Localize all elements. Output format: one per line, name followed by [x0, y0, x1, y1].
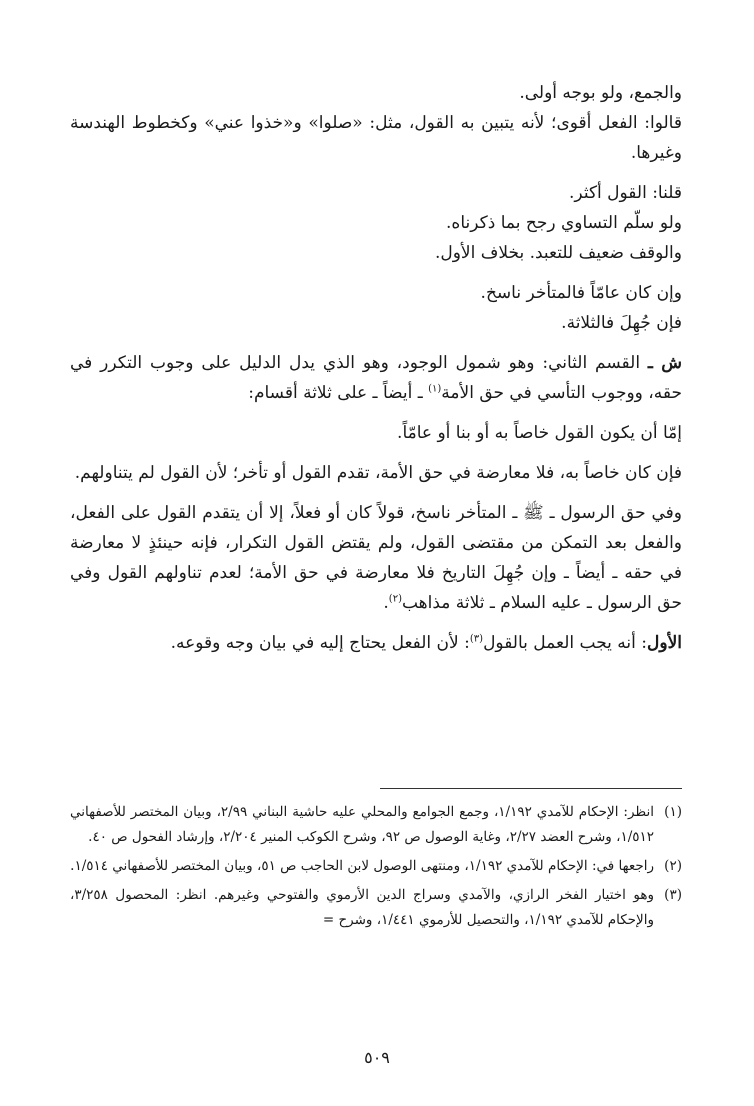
text-line: والوقف ضعيف للتعبد. بخلاف الأول.: [434, 243, 682, 263]
paragraph-text: : أنه يجب العمل بالقول: [483, 633, 648, 653]
text-line: فإن جُهِلَ فالثلاثة.: [561, 313, 682, 333]
footnote-text: انظر: الإحكام للآمدي ١/١٩٢، وجمع الجوامع والمحلي عليه حاشية البناني ٢/٩٩، وبيان المختصر للأصفهاني ١/٥١٢، وشرح العضد ٢/٢٧، وغاية الوصول ص ٩٢، وشرح الكوكب المنير ٢/٢٠٤، وإرشاد الفحول ص ٤٠.: [70, 804, 654, 845]
commentary-text: القسم الثاني: وهو شمول الوجود، وهو الذي يدل الدليل على وجوب التكرر في حقه، ووجوب التأسي في حق الأمة: [70, 353, 682, 403]
paragraph-text: وفي حق الرسول ـ ﷺ ـ المتأخر ناسخ، قولاً كان أو فعلاً، إلا أن يتقدم القول على الفعل، والفعل بعد التمكن من مقتضى القول، ولم يقتض القول التكرار، فإنه حينئذٍ لا معارضة في حقه ـ أيضاً ـ وإن جُهِلَ التاريخ فلا معارضة في حق الأمة؛ لعدم تناولهم القول وفي حق الرسول ـ عليه السلام ـ ثلاثة مذاهب: [70, 503, 682, 613]
paragraph-text: : لأن الفعل يحتاج إليه في بيان وجه وقوعه.: [170, 633, 470, 653]
text-line: ولو سلّم التساوي رجح بما ذكرناه.: [446, 213, 682, 233]
footnote-number: (٣): [664, 887, 682, 903]
text-line: إمّا أن يكون القول خاصاً به أو بنا أو عامّاً.: [397, 423, 682, 443]
commentary-text: ـ أيضاً ـ على ثلاثة أقسام:: [248, 383, 423, 403]
section-lead: الأول: [647, 633, 682, 653]
paragraph-end: .: [383, 593, 389, 613]
footnote-ref: (٢): [388, 593, 402, 605]
text-paragraph: قالوا: الفعل أقوى؛ لأنه يتبين به القول، مثل: «صلوا» و«خذوا عني» وكخطوط الهندسة وغيرها.: [70, 113, 682, 163]
footnote-number: (٢): [664, 858, 682, 874]
text-paragraph: [70, 628, 682, 658]
footnote-ref: (٣): [469, 633, 484, 645]
footnote: [70, 883, 682, 933]
footnote-text: راجعها في: الإحكام للآمدي ١/١٩٢، ومنتهى الوصول لابن الحاجب ص ٥١، وبيان المختصر للأصفهاني ١/٥١٤.: [70, 858, 654, 874]
footnote: [70, 800, 682, 850]
footnote-number: (١): [664, 804, 682, 820]
text-paragraph: فإن كان خاصاً به، فلا معارضة في حق الأمة، تقدم القول أو تأخر؛ لأن القول لم يتناولهم.: [74, 463, 682, 483]
text-line: وإن كان عامّاً فالمتأخر ناسخ.: [480, 283, 682, 303]
commentary-paragraph: [70, 348, 682, 408]
commentary-marker: ش ـ: [647, 353, 683, 373]
footnote-ref: (١): [428, 383, 442, 395]
footnotes: [70, 800, 682, 937]
page-number: ٥٠٩: [364, 1048, 390, 1067]
footnote-text: وهو اختيار الفخر الرازي، والآمدي وسراج الدين الأرموي والفتوحي وغيرهم. انظر: المحصول ٣/٢٥٨، والإحكام للآمدي ١/١٩٢، والتحصيل للأرموي ١/٤٤١، وشرح =: [70, 887, 654, 928]
main-text: [70, 78, 682, 658]
text-line: والجمع، ولو بوجه أولى.: [519, 83, 682, 103]
footnote: [70, 854, 682, 879]
text-line: قلنا: القول أكثر.: [569, 183, 682, 203]
footnote-divider: [380, 788, 682, 789]
text-paragraph: [70, 498, 682, 618]
